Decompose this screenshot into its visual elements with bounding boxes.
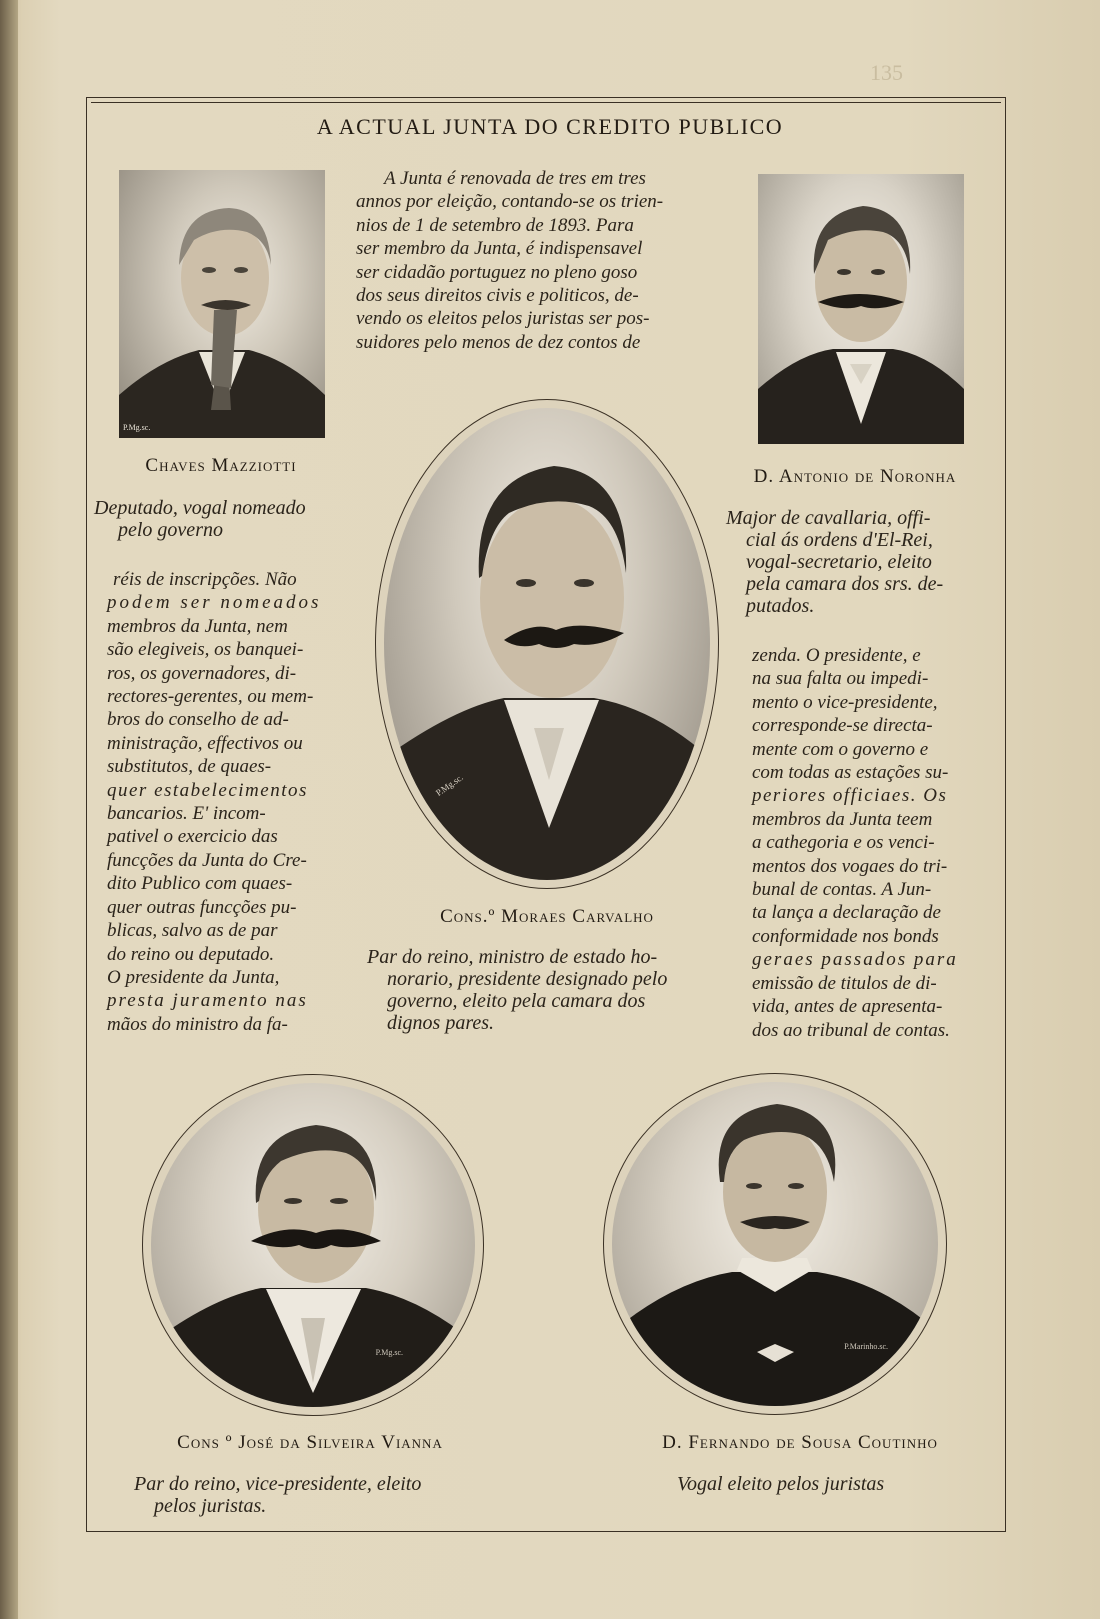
portrait-photo-vianna <box>151 1083 475 1407</box>
text-line: vendo os eleitos pelos juristas ser pos- <box>356 308 650 330</box>
text-line: ser membro da Junta, é indispensavel <box>356 238 643 260</box>
portrait-role-coutinho: Vogal eleito pelos juristas <box>677 1473 885 1495</box>
role-line: vogal-secretario, eleito <box>746 551 932 573</box>
role-line: Major de cavallaria, offi- <box>726 507 931 529</box>
text-line: dito Publico com quaes- <box>107 873 293 895</box>
engraver-credit: P.Marinho.sc. <box>844 1342 888 1351</box>
role-line: pela camara dos srs. de- <box>746 573 944 595</box>
portrait-circle-coutinho <box>603 1073 947 1415</box>
portrait-name-carvalho: Cons.º Moraes Carvalho <box>440 906 654 927</box>
portrait-oval-carvalho <box>375 399 719 889</box>
text-line: vida, antes de apresenta- <box>752 996 943 1018</box>
text-line: zenda. O presidente, e <box>752 645 921 666</box>
text-line: membros da Junta teem <box>752 808 933 830</box>
text-line: nios de 1 de setembro de 1893. Para <box>356 214 634 236</box>
text-line: membros da Junta, nem <box>107 615 288 637</box>
role-line: putados. <box>746 595 815 617</box>
text-line: bunal de contas. A Jun- <box>752 879 932 901</box>
text-line: A Junta é renovada de tres em tres <box>384 168 646 189</box>
text-line: com todas as estações su- <box>752 762 949 784</box>
text-line: ros, os governadores, di- <box>107 662 297 684</box>
text-line: ta lança a declaração de <box>752 902 941 924</box>
role-line: governo, eleito pela camara dos <box>387 990 646 1012</box>
portrait-photo-carvalho <box>384 408 710 880</box>
text-line: ser cidadão portuguez no pleno goso <box>356 261 638 283</box>
text-line: conformidade nos bonds <box>752 925 939 947</box>
text-line: são elegiveis, os banquei- <box>107 639 304 661</box>
role-line: Par do reino, vice-presidente, eleito <box>134 1473 422 1495</box>
text-line: suidores pelo menos de dez contos de <box>356 331 641 353</box>
engraver-credit: P.Mg.sc. <box>123 423 151 432</box>
text-line: bros do conselho de ad- <box>107 709 289 731</box>
portrait-photo-coutinho <box>612 1082 938 1406</box>
text-line: dos ao tribunal de contas. <box>752 1019 950 1041</box>
text-line: réis de inscripções. Não <box>113 569 297 590</box>
text-line: periores officiaes. Os <box>752 785 948 807</box>
portrait-circle-vianna <box>142 1074 484 1416</box>
text-line: na sua falta ou impedi- <box>752 668 929 690</box>
text-line: do reino ou deputado. <box>107 943 275 965</box>
text-line: quer estabelecimentos <box>107 779 308 801</box>
text-line: substitutos, de quaes- <box>107 756 272 778</box>
portrait-role-mazziotti <box>94 497 364 541</box>
article-paragraph-left <box>107 568 347 1036</box>
role-line: pelo governo <box>118 519 223 541</box>
text-line: dos seus direitos civis e politicos, de- <box>356 285 639 307</box>
engraver-credit: P.Mg.sc. <box>375 1348 403 1357</box>
role-line: norario, presidente designado pelo <box>387 968 668 990</box>
role-line: dignos pares. <box>387 1012 495 1034</box>
text-line: presta juramento nas <box>107 990 308 1012</box>
text-line: mãos do ministro da fa- <box>107 1013 288 1035</box>
article-paragraph-top <box>356 167 712 354</box>
text-line: rectores-gerentes, ou mem- <box>107 686 314 708</box>
text-line: ministração, effectivos ou <box>107 732 303 754</box>
text-line: geraes passados para <box>752 949 958 971</box>
text-line: blicas, salvo as de par <box>107 920 278 942</box>
portrait-photo-mazziotti <box>119 170 325 438</box>
portrait-role-carvalho <box>367 946 737 1034</box>
text-line: mentos dos vogaes do tri- <box>752 855 948 877</box>
text-line: mento o vice-presidente, <box>752 691 938 713</box>
portrait-name-mazziotti: Chaves Mazziotti <box>145 455 297 476</box>
role-line: Deputado, vogal nomeado <box>94 497 306 519</box>
engraver-credit: P.Mg.sc. <box>433 772 465 798</box>
role-line: pelos juristas. <box>154 1495 267 1517</box>
text-line: pativel o exercicio das <box>107 826 278 848</box>
portrait-photo-noronha <box>758 174 964 444</box>
role-line: Par do reino, ministro de estado ho- <box>367 946 658 968</box>
role-line: cial ás ordens d'El-Rei, <box>746 529 933 551</box>
portrait-name-coutinho: D. Fernando de Sousa Coutinho <box>662 1432 938 1453</box>
text-line: bancarios. E' incom- <box>107 803 266 825</box>
text-line: a cathegoria e os venci- <box>752 832 935 854</box>
book-spine-edge <box>0 0 18 1619</box>
text-line: quer outras funcções pu- <box>107 896 297 918</box>
page-number: 135 <box>870 60 903 85</box>
portrait-role-noronha <box>726 507 988 617</box>
portrait-name-noronha: D. Antonio de Noronha <box>753 466 957 487</box>
text-line: mente com o governo e <box>752 738 929 760</box>
article-paragraph-right <box>752 644 984 1042</box>
text-line: O presidente da Junta, <box>107 966 280 988</box>
text-line: corresponde-se directa- <box>752 715 933 737</box>
portrait-role-vianna <box>134 1473 514 1517</box>
text-line: annos por eleição, contando-se os trien- <box>356 191 664 213</box>
text-line: podem ser nomeados <box>107 592 322 614</box>
text-line: emissão de titulos de di- <box>752 972 937 994</box>
text-line: funcções da Junta do Cre- <box>107 849 307 871</box>
portrait-name-vianna: Cons º José da Silveira Vianna <box>177 1432 443 1453</box>
page-title: A ACTUAL JUNTA DO CREDITO PUBLICO <box>316 114 784 139</box>
